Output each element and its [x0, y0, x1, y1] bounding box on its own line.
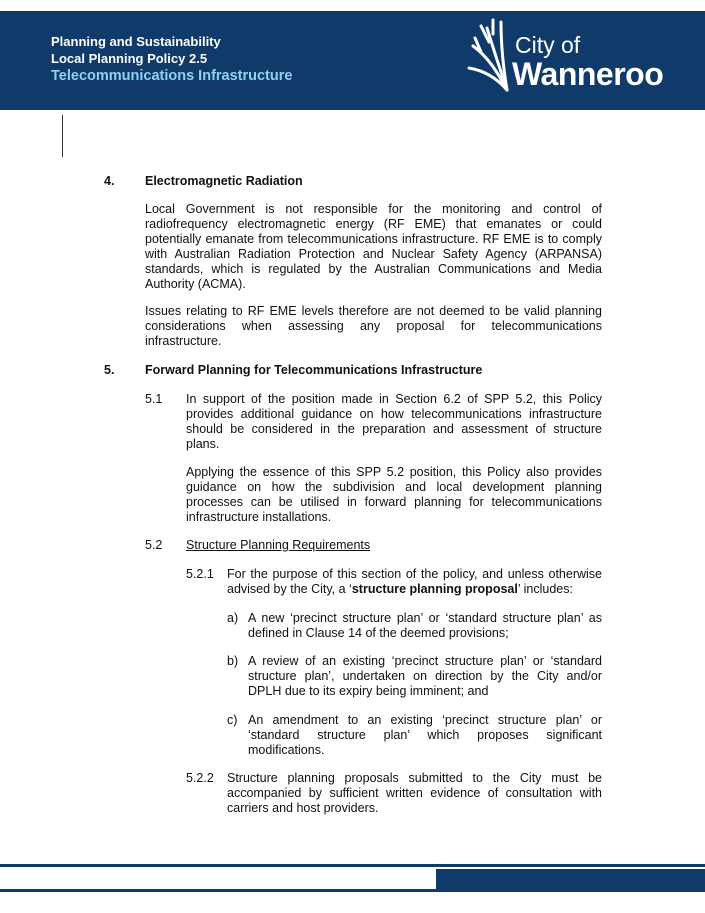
list-item-b-label: b) — [227, 654, 239, 668]
section-5-2-1-paragraph — [227, 567, 602, 597]
list-item-a-text: A new ‘precinct structure plan’ or ‘standard structure plan’ as defined in Clause 14 of the deemed provisions; — [248, 611, 602, 640]
structure-planning-proposal-term: structure planning proposal — [351, 582, 518, 596]
section-5-heading: Forward Planning for Telecommunications Infrastructure — [145, 363, 483, 377]
section-4-heading: Electromagnetic Radiation — [145, 174, 303, 188]
section-5-1-number: 5.1 — [145, 392, 163, 406]
footer-bottom-rule — [0, 889, 436, 892]
page-header — [0, 11, 705, 110]
change-bar — [62, 115, 63, 157]
footer-brand-bar — [436, 869, 705, 892]
section-5-2-2-number: 5.2.2 — [186, 771, 214, 785]
section-4-paragraph-2: Issues relating to RF EME levels therefore are not deemed to be valid planning considerations when assessing any proposal for telecommunications infrastructure. — [145, 304, 602, 348]
section-5-number: 5. — [104, 363, 115, 377]
list-item-b-text: A review of an existing ‘precinct structure plan’ or ‘standard structure plan’, undertaken on direction by the City and/or DPLH due to its expiry being imminent; and — [248, 654, 602, 698]
city-of-wanneroo-logo — [467, 16, 677, 96]
section-5-2-2-paragraph: Structure planning proposals submitted to the City must be accompanied by sufficient written evidence of consultation with carriers and host providers. — [227, 771, 602, 815]
header-policy-title: Telecommunications Infrastructure — [51, 68, 293, 84]
list-item-c-text: An amendment to an existing ‘precinct structure plan’ or ‘standard structure plan’ which proposes significant modifications. — [248, 713, 602, 757]
section-5-2-heading: Structure Planning Requirements — [186, 538, 371, 552]
header-department: Planning and Sustainability — [51, 34, 221, 49]
section-5-1-paragraph-2: Applying the essence of this SPP 5.2 position, this Policy also provides guidance on how the subdivision and local development planning processes can be utilised in forward planning for telecommunications infrastructure installations. — [186, 465, 602, 524]
section-4-paragraph-1: Local Government is not responsible for the monitoring and control of radiofrequency electromagnetic energy (RF EME) that emanates or could potentially emanate from telecommunications infrastructure. RF EME is to comply with Australian Radiation Protection and Nuclear Safety Agency (ARPANSA) standards, which is regulated by the Australian Communications and Media Authority (ACMA). — [145, 202, 602, 291]
section-5-2-1-text-a: For the purpose of this section of the policy, and unless otherwise advised by the City, a ‘ — [227, 567, 602, 596]
logo-city-text: City of — [515, 32, 581, 58]
logo-name-text: Wanneroo — [512, 56, 664, 92]
footer-divider — [0, 864, 705, 867]
section-5-2-number: 5.2 — [145, 538, 163, 552]
header-policy-number: Local Planning Policy 2.5 — [51, 51, 208, 66]
section-5-1-paragraph-1: In support of the position made in Section 6.2 of SPP 5.2, this Policy provides additional guidance on how telecommunications infrastructure should be considered in the preparation and assessment of structure plans. — [186, 392, 602, 451]
palm-frond-icon — [467, 16, 517, 96]
section-4-number: 4. — [104, 174, 115, 188]
list-item-a-label: a) — [227, 611, 239, 625]
section-5-2-1-text-b: ’ includes: — [517, 582, 573, 596]
section-5-2-1-number: 5.2.1 — [186, 567, 214, 581]
list-item-c-label: c) — [227, 713, 238, 727]
